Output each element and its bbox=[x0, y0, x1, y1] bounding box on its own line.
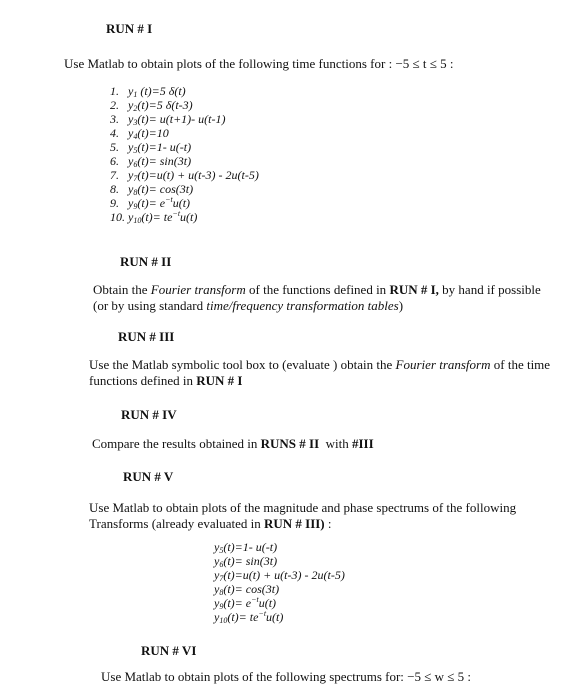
function-subscript: 1 bbox=[133, 90, 138, 99]
function-subscript: 2 bbox=[133, 104, 138, 113]
run4-runs2-ref: RUNS # II bbox=[260, 436, 320, 451]
item-number: 7. bbox=[110, 168, 119, 182]
function-name: y bbox=[214, 554, 220, 568]
function-subscript: 5 bbox=[219, 546, 224, 555]
function-expression: (t)= te bbox=[141, 210, 173, 224]
function-name: y bbox=[128, 112, 134, 126]
exponent: −t bbox=[251, 595, 259, 604]
run1-item bbox=[110, 182, 259, 196]
function-expression: (t)= sin(3t) bbox=[223, 554, 278, 568]
run3-text-1: Use the Matlab symbolic tool box to (evaluate ) obtain the bbox=[89, 357, 396, 372]
function-subscript: 9 bbox=[219, 602, 224, 611]
run5-text-1: Use Matlab to obtain plots of the magnitude and phase spectrums of the following Transforms (already evaluated in bbox=[89, 500, 517, 531]
function-subscript: 6 bbox=[133, 160, 138, 169]
function-subscript: 7 bbox=[133, 174, 138, 183]
exponent: −t bbox=[258, 609, 267, 618]
run2-text-4: ) bbox=[398, 298, 404, 313]
run5-run3-ref: RUN # III) bbox=[263, 516, 325, 531]
function-expression: (t)=u(t) + u(t-3) - 2u(t-5) bbox=[223, 568, 345, 582]
function-expression: (t)=5 δ(t) bbox=[137, 84, 186, 98]
function-subscript: 8 bbox=[219, 588, 224, 597]
run2-text-1: Obtain the bbox=[93, 282, 151, 297]
run3-run1-ref: RUN # I bbox=[196, 373, 243, 388]
function-expression: (t)=10 bbox=[137, 126, 169, 140]
item-number: 9. bbox=[110, 196, 119, 210]
function-expression: (t)= sin(3t) bbox=[137, 154, 192, 168]
function-name: y bbox=[214, 540, 220, 554]
run3-fourier-transform: Fourier transform bbox=[395, 357, 491, 372]
run5-item bbox=[214, 596, 345, 610]
run1-intro-text: Use Matlab to obtain plots of the following time functions for : bbox=[64, 56, 393, 71]
run1-item bbox=[110, 140, 259, 154]
run6-range: −5 ≤ w ≤ 5 : bbox=[407, 669, 472, 684]
function-subscript: 8 bbox=[133, 188, 138, 197]
run5-item bbox=[214, 554, 345, 568]
run2-fourier-transform: Fourier transform bbox=[150, 282, 246, 297]
run5-paragraph bbox=[89, 500, 551, 532]
function-name: y bbox=[214, 596, 220, 610]
function-expression: (t)= e bbox=[137, 196, 166, 210]
function-expression: (t)=5 δ(t-3) bbox=[137, 98, 193, 112]
run1-item bbox=[110, 84, 259, 98]
function-name: y bbox=[128, 126, 134, 140]
function-name: y bbox=[128, 98, 134, 112]
function-name: y bbox=[214, 610, 220, 624]
run1-function-list bbox=[110, 84, 259, 224]
run5-item bbox=[214, 540, 345, 554]
item-number: 8. bbox=[110, 182, 119, 196]
run6-intro-text: Use Matlab to obtain plots of the following spectrums for: bbox=[101, 669, 404, 684]
item-number: 1. bbox=[110, 84, 119, 98]
run3-heading: RUN # III bbox=[118, 329, 175, 344]
run1-item bbox=[110, 196, 259, 210]
run4-run3-ref: #III bbox=[352, 436, 374, 451]
run1-item bbox=[110, 126, 259, 140]
function-expression: (t)= u(t+1)- u(t-1) bbox=[137, 112, 226, 126]
function-subscript: 7 bbox=[219, 574, 224, 583]
run2-paragraph bbox=[93, 282, 548, 314]
run3-text-2: of the time functions defined in bbox=[89, 357, 551, 388]
run1-item bbox=[110, 154, 259, 168]
function-tail: u(t) bbox=[172, 196, 191, 210]
item-number: 5. bbox=[110, 140, 119, 154]
function-tail: u(t) bbox=[266, 610, 284, 624]
run5-item bbox=[214, 582, 345, 596]
function-name: y bbox=[128, 154, 134, 168]
run1-intro bbox=[64, 56, 454, 72]
run5-item bbox=[214, 610, 345, 624]
function-subscript: 4 bbox=[133, 132, 138, 141]
run3-paragraph bbox=[89, 357, 551, 389]
function-name: y bbox=[214, 582, 220, 596]
function-name: y bbox=[128, 84, 134, 98]
run4-paragraph bbox=[92, 436, 374, 452]
function-name: y bbox=[128, 168, 134, 182]
run4-text-2: with bbox=[319, 436, 352, 451]
exponent: −t bbox=[172, 209, 181, 218]
run6-heading: RUN # VI bbox=[141, 643, 197, 658]
function-name: y bbox=[128, 182, 134, 196]
function-name: y bbox=[214, 568, 220, 582]
run5-heading: RUN # V bbox=[123, 469, 174, 484]
run5-function-list bbox=[214, 540, 345, 624]
item-number: 3. bbox=[110, 112, 119, 126]
run6-intro bbox=[101, 669, 471, 685]
function-subscript: 5 bbox=[133, 146, 138, 155]
run2-text-2: of the functions defined in bbox=[245, 282, 390, 297]
function-subscript: 9 bbox=[133, 202, 138, 211]
run4-heading: RUN # IV bbox=[121, 407, 177, 422]
function-expression: (t)= cos(3t) bbox=[137, 182, 194, 196]
function-expression: (t)= cos(3t) bbox=[223, 582, 280, 596]
function-name: y bbox=[128, 196, 134, 210]
run2-heading: RUN # II bbox=[120, 254, 172, 269]
function-subscript: 6 bbox=[219, 560, 224, 569]
run2-run1-ref: RUN # I, bbox=[389, 282, 439, 297]
function-expression: (t)=1- u(-t) bbox=[137, 140, 192, 154]
run5-item bbox=[214, 568, 345, 582]
run1-item bbox=[110, 168, 259, 182]
function-name: y bbox=[128, 210, 134, 224]
function-tail: u(t) bbox=[258, 596, 277, 610]
run2-text-3: by hand if possible (or by using standard bbox=[93, 282, 541, 313]
function-tail: u(t) bbox=[180, 210, 198, 224]
item-number: 2. bbox=[110, 98, 119, 112]
run2-tables-ref: time/frequency transformation tables bbox=[206, 298, 399, 313]
function-subscript: 10 bbox=[219, 616, 228, 625]
run1-range: −5 ≤ t ≤ 5 : bbox=[395, 56, 454, 71]
function-expression: (t)=u(t) + u(t-3) - 2u(t-5) bbox=[137, 168, 259, 182]
run4-text-1: Compare the results obtained in bbox=[92, 436, 261, 451]
function-expression: (t)=1- u(-t) bbox=[223, 540, 278, 554]
item-number: 10. bbox=[110, 210, 125, 224]
function-subscript: 3 bbox=[133, 118, 138, 127]
run1-item bbox=[110, 98, 259, 112]
item-number: 4. bbox=[110, 126, 119, 140]
function-expression: (t)= te bbox=[227, 610, 259, 624]
exponent: −t bbox=[165, 195, 173, 204]
function-expression: (t)= e bbox=[223, 596, 252, 610]
run1-heading: RUN # I bbox=[106, 21, 153, 36]
function-name: y bbox=[128, 140, 134, 154]
run1-item bbox=[110, 210, 259, 224]
function-subscript: 10 bbox=[133, 216, 142, 225]
item-number: 6. bbox=[110, 154, 119, 168]
run5-text-2: : bbox=[324, 516, 332, 531]
run1-item bbox=[110, 112, 259, 126]
